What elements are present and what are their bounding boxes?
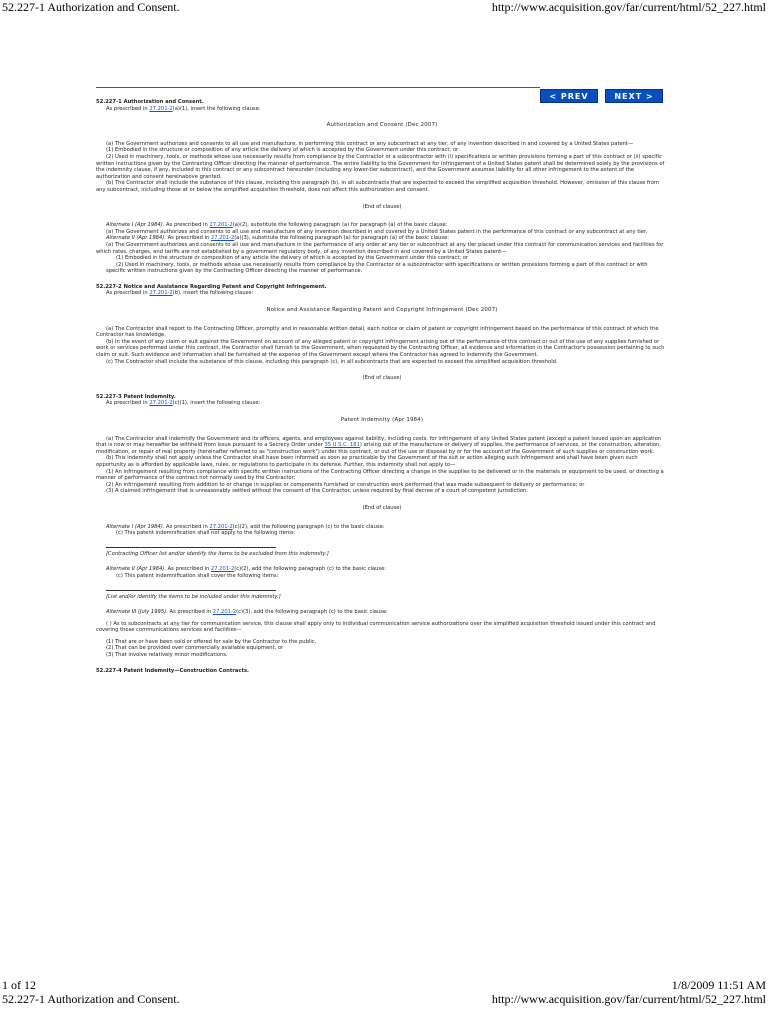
clause-paragraph: (2) Used in machinery, tools, or methods whose use necessarily results from compliance by the Contractor or a subcontractor with specifications or written provisions forming a part of this contract or with specific written instructions given by the Contracting Officer directing the manner of performance. <box>106 261 648 275</box>
fill-in-line <box>106 547 276 548</box>
prescription-text: (a)(1), insert the following clause: <box>172 105 261 112</box>
clause-paragraph: (2) Used in machinery, tools, or methods whose use necessarily results from compliance by the Contractor or a subcontractor with (i) specifications or written provisions forming a part of this contract or (ii) specific written instructions given by the Contracting Officer directing the manner of performance. The entire liability to the Government for infringement of a United States patent shall be determined solely by the provisions of the indemnity clause, if any, included in this contract or any subcontract hereunder (including any lower-tier subcontract), and the Government assumes liability for all other infringement to the extent of the authorization and consent hereinabove granted. <box>96 153 665 180</box>
header-title: 52.227-1 Authorization and Consent. <box>2 0 180 14</box>
reference-link[interactable]: 27.201-2 <box>209 523 233 530</box>
clause-paragraph: (c) This patent indemnification shall not apply to the following items: <box>116 530 296 537</box>
clause-paragraph: (b) The Contractor shall include the substance of this clause, including this paragraph (b), in all subcontracts that are expected to exceed the simplified acquisition threshold. However, omission of this clause from any subcontract, including those at or below the simplified acquisition threshold, does not affect this authorization and consent. <box>96 180 660 193</box>
alternate-label: Alternate I (Apr 1984) <box>106 222 163 229</box>
clause-paragraph: (3) A claimed infringement that is unreasonably settled without the consent of the Contractor, unless required by final decree of a court of competent jurisdiction. <box>106 488 528 495</box>
alternate-line <box>96 222 668 229</box>
alternate-line <box>96 566 668 573</box>
reference-link[interactable]: 27.201-2 <box>149 400 173 407</box>
bracket-note: [List and/or identify the items to be included under this indemnity.] <box>106 593 281 600</box>
prescription-text: (a)(2), substitute the following paragraph (a) for paragraph (a) of the basic clause: <box>232 222 448 229</box>
prescription-text: . As prescribed in <box>164 566 211 573</box>
prescription-text: As prescribed in <box>106 105 150 112</box>
prescription-text: (c)(2), add the following paragraph (c) to the basic clause: <box>234 566 387 573</box>
clause-title: Notice and Assistance Regarding Patent and Copyright Infringement (Dec 2007) <box>266 307 498 314</box>
header-url: http://www.acquisition.gov/far/current/html/52_227.html <box>491 0 766 14</box>
top-divider <box>96 87 540 88</box>
section-heading: 52.227-3 Patent Indemnity. <box>96 393 176 400</box>
clause-paragraph: (c) This patent indemnification shall cover the following items: <box>116 572 279 579</box>
reference-link[interactable]: 27.201-2 <box>149 290 173 297</box>
usc-link[interactable]: 35 U.S.C. 181 <box>324 442 360 449</box>
reference-link[interactable]: 27.201-2 <box>212 609 237 616</box>
clause-paragraph: (a) The Government authorizes and consents to all use and manufacture, in performing this contract or any subcontract at any tier, of any invention described in and covered by a United States patent— <box>106 140 634 147</box>
fill-in-line <box>106 590 276 591</box>
section-heading: 52.227-1 Authorization and Consent. <box>96 99 204 105</box>
prescription-text: . As prescribed in <box>166 609 213 616</box>
end-of-clause: (End of clause) <box>362 504 402 511</box>
reference-link[interactable]: 27.201-2 <box>210 235 235 242</box>
clause-paragraph: (1) Embodied in the structure or composition of any article the delivery of which is accepted by the Government under this contract; or <box>116 255 469 262</box>
section-heading: 52.227-4 Patent Indemnity—Construction Contracts. <box>96 667 250 674</box>
clause-paragraph: (a) The Government authorizes and consents to all use and manufacture in the performance of any order at any tier or subcontract at any tier placed under this contract for communication services and facilities for which rates, charges, and tariffs are not established by a government regulatory body, of any invention described in and covered by a United States patent— <box>96 241 664 255</box>
reference-link[interactable]: 27.201-2 <box>149 105 173 112</box>
bracket-note: [Contracting Officer list and/or identify the items to be excluded from this indemnity.] <box>106 550 329 557</box>
prescription-text: . As prescribed in <box>162 222 210 229</box>
reference-link[interactable]: 27.201-2 <box>210 566 235 573</box>
prescription-text: (c)(1), insert the following clause: <box>172 400 261 407</box>
alternate-label: Alternate II (Apr 1984) <box>106 566 165 573</box>
list-item: (3) That involve relatively minor modifications. <box>106 652 228 659</box>
prescription-text: As prescribed in <box>106 400 150 407</box>
clause-paragraph: (a) The Contractor shall report to the Contracting Officer, promptly and in reasonable written detail, each notice or claim of patent or copyright infringement based on the performance of this contract of which the Contractor has knowledge. <box>96 325 659 339</box>
clause-paragraph: (c) The Contractor shall include the substance of this clause, including this paragraph (c), in all subcontracts that are expected to exceed the simplified acquisition threshold. <box>106 358 558 365</box>
print-datetime: 1/8/2009 11:51 AM <box>671 978 766 992</box>
alternate-line <box>96 609 668 616</box>
prescription-text: (b), insert the following clause: <box>172 290 254 297</box>
section-heading: 52.227-2 Notice and Assistance Regarding Patent and Copyright Infringement. <box>96 283 327 290</box>
alternate-line <box>96 524 668 531</box>
reference-link[interactable]: 27.201-2 <box>209 222 233 229</box>
prescription-text: . As prescribed in <box>162 523 210 530</box>
clause-paragraph: (2) An infringement resulting from addition to or change in supplies or components furnished or construction work performed that was made subsequent to delivery or performance; or <box>106 481 585 488</box>
alternate-label: Alternate II (Apr 1984) <box>106 235 165 242</box>
alternate-label: Alternate III (July 1995) <box>106 609 167 616</box>
prescription-line <box>96 400 668 407</box>
header-title: 52.227-1 Authorization and Consent. <box>2 992 180 1006</box>
prescription-text: (c)(2), add the following paragraph (c) to the basic clause: <box>232 523 385 530</box>
list-item: (1) That are or have been sold or offered for sale by the Contractor to the public, <box>106 638 317 645</box>
document-body <box>96 99 668 674</box>
clause-paragraph: (b) In the event of any claim or suit against the Government on account of any alleged patent or copyright infringement arising out of the performance of this contract or out of the use of any supplies furnished or work or services performed under this contract, the Contractor shall furnish to the Government, when requested by the Contracting Officer, all evidence and information in the Contractor's possession pertaining to such claim or suit. Such evidence and information shall be furnished at the expense of the Government except where the Contractor has agreed to indemnify the Government. <box>96 338 665 359</box>
prescription-line <box>96 290 668 297</box>
clause-paragraph <box>96 436 668 456</box>
clause-paragraph: ( ) As to subcontracts at any tier for communication service, this clause shall apply only to individual communication service authorizations over the simplified acquisition threshold issued under this contract and covering those communications services and facilities— <box>96 620 656 634</box>
clause-text: (a) The Contractor shall indemnify the Government and its officers, agents, and employees against liability, including costs, for infringement of any United States patent (except a patent issued upon an application that is now or may hereafter be withheld from issue pursuant to a Secrecy Order under <box>96 435 662 449</box>
prescription-text: As prescribed in <box>106 290 150 297</box>
prescription-text: . As prescribed in <box>164 235 211 242</box>
clause-paragraph: (1) Embodied in the structure or composition of any article the delivery of which is accepted by the Government under this contract; or <box>106 147 459 154</box>
prev-button[interactable]: < PREV <box>540 89 598 103</box>
clause-paragraph: (b) This indemnity shall not apply unless the Contractor shall have been informed as soon as practicable by the Government of the suit or action alleging such infringement and shall have been given such opportunity as is afforded by applicable laws, rules, or regulations to participate in its defense. Further, this indemnity shall not apply to— <box>96 455 638 468</box>
alternate-label: Alternate I (Apr 1984) <box>106 523 163 530</box>
clause-paragraph: (a) The Government authorizes and consents to all use and manufacture of any invention described in and covered by a United States patent in the performance of this contract or any subcontract at any tier. <box>106 228 648 235</box>
prescription-text: (c)(3), add the following paragraph (c) to the basic clause: <box>236 609 388 616</box>
clause-title: Authorization and Consent (Dec 2007) <box>326 122 438 129</box>
clause-text: ) arising out of the manufacture or delivery of supplies, the performance of services, or the construction, alteration, modification, or repair of real property (hereinafter referred to as "construction work") under this contract, or out of the use or disposal by or for the account of the Government of such supplies or construction work. <box>96 442 661 455</box>
clause-paragraph: (1) An infringement resulting from compliance with specific written instructions of the Contracting Officer directing a change in the supplies to be delivered or in the materials or equipment to be used, or directing a manner of performance of the contract not normally used by the Contractor; <box>96 468 664 482</box>
page-count: 1 of 12 <box>2 978 36 992</box>
clause-title: Patent Indemnity (Apr 1984) <box>340 417 424 423</box>
end-of-clause: (End of clause) <box>362 203 402 210</box>
next-button[interactable]: NEXT > <box>605 89 663 103</box>
prescription-line <box>96 106 668 113</box>
header-url: http://www.acquisition.gov/far/current/html/52_227.html <box>491 992 766 1006</box>
prescription-text: (a)(3), substitute the following paragraph (a) for paragraph (a) of the basic clause: <box>234 235 450 242</box>
list-item: (2) That can be provided over commercially available equipment, or <box>106 645 284 652</box>
alternate-line <box>96 235 668 242</box>
end-of-clause: (End of clause) <box>362 375 402 382</box>
